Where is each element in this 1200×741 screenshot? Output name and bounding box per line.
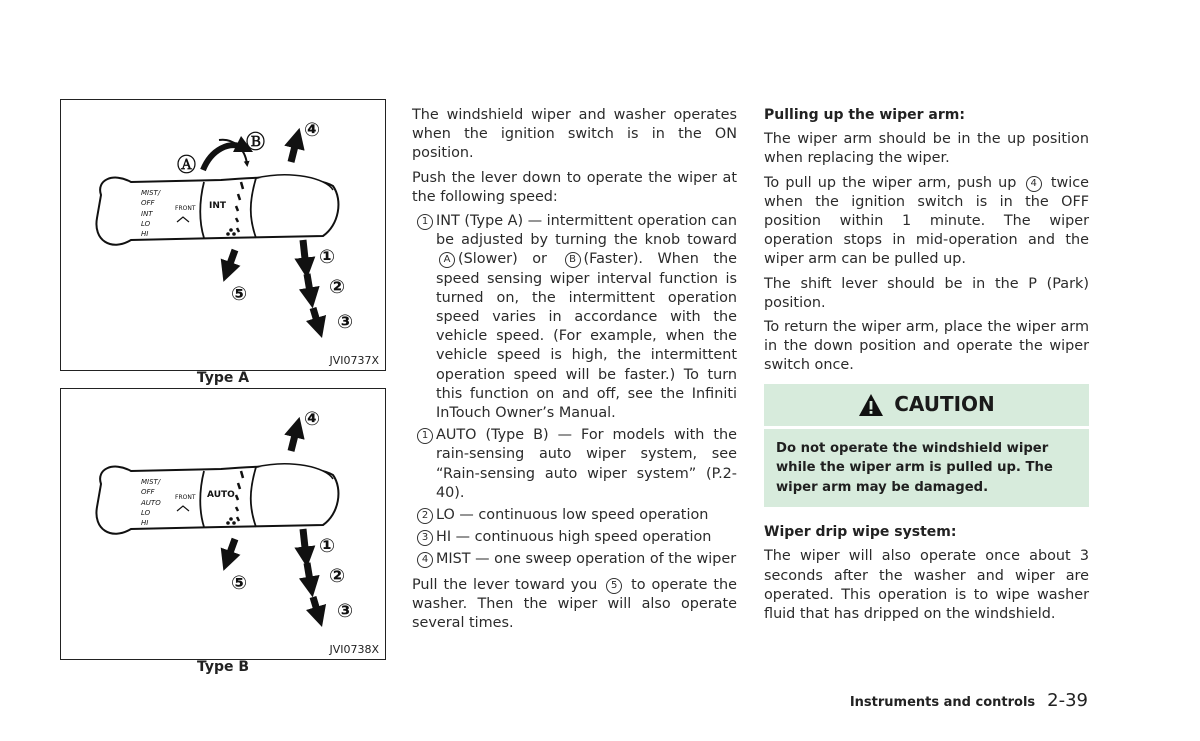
- item-number: 1: [417, 428, 433, 444]
- paragraph: To pull up the wiper arm, push up 4 twice when the ignition switch is in the OFF position within 1 minute. The wiper operation stops in mid-operation and the wiper arm can be pulled up.: [764, 174, 1089, 268]
- arrow-pull-icon: [227, 539, 235, 561]
- page-number: 2-39: [1047, 690, 1088, 711]
- callout-1: ①: [319, 535, 336, 557]
- switch-label-lo: LO: [141, 220, 151, 228]
- arrow-up-icon: [291, 138, 297, 162]
- figure-code: JVI0738X: [329, 643, 379, 656]
- paragraph: The windshield wiper and washer operates when the ignition switch is in the ON position.: [412, 107, 737, 162]
- arrow-down-3-icon: [313, 597, 319, 617]
- paragraph: The wiper arm should be in the up position when replacing the wiper.: [764, 131, 1089, 167]
- callout-b-ref: B: [565, 252, 581, 268]
- figure-caption-a: Type A: [196, 370, 250, 386]
- callout-1: ①: [319, 246, 336, 268]
- figure-code: JVI0737X: [329, 354, 379, 367]
- switch-label-off: OFF: [141, 199, 155, 207]
- section-heading: Wiper drip wipe system:: [764, 524, 957, 541]
- callout-b: Ⓑ: [246, 131, 266, 153]
- front-label: FRONT: [175, 494, 196, 501]
- arrow-down-2-icon: [307, 274, 311, 298]
- list-item: 1 AUTO (Type B) — For models with the rain-sensing auto wiper system, see “Rain-sensing auto wiper system” (P.2-40).: [412, 426, 737, 503]
- footer-section: Instruments and controls: [849, 695, 1036, 710]
- item-number: 1: [417, 214, 433, 230]
- arrow-down-1-icon: [303, 529, 306, 557]
- warning-triangle-icon: [858, 393, 884, 417]
- switch-label-mist: MIST/: [141, 478, 161, 486]
- list-item: 4 MIST — one sweep operation of the wiper: [412, 550, 737, 569]
- list-item: 2 LO — continuous low speed operation: [412, 506, 737, 525]
- paragraph: Pull the lever toward you 5 to operate the washer. Then the wiper will also operate several times.: [412, 576, 737, 632]
- switch-label-off: OFF: [141, 488, 155, 496]
- switch-label-lo: LO: [141, 509, 151, 517]
- callout-a-ref: A: [439, 252, 455, 268]
- item-number: 4: [417, 552, 433, 568]
- wiper-lever-illustration-a: [61, 100, 387, 372]
- callout-5: ⑤: [231, 572, 248, 594]
- item-number: 3: [417, 530, 433, 546]
- switch-label-mode: INT: [141, 210, 153, 218]
- caution-title: CAUTION: [894, 392, 995, 417]
- figure-type-a: [60, 99, 386, 371]
- paragraph: The wiper will also operate once about 3 seconds after the washer and wiper are operated. This operation is to wipe washer fluid that has dripped on the windshield.: [764, 548, 1089, 622]
- middle-column: [412, 106, 737, 638]
- arrow-a-icon: [203, 145, 245, 170]
- paragraph: To return the wiper arm, place the wiper arm in the down position and operate the wiper switch once.: [764, 319, 1089, 374]
- list-item: 1 INT (Type A) — intermittent operation can be adjusted by turning the knob toward A (Slower) or B (Faster). When the speed sensing wiper interval function is turned on, the intermittent operation speed varies in accordance with the vehicle speed. (For example, when the vehicle speed is high, the intermittent operation speed will be faster.) To turn this function on and off, see the Infiniti InTouch Owner’s Manual.: [412, 212, 737, 423]
- callout-4-ref: 4: [1026, 176, 1042, 192]
- callout-4: ④: [304, 408, 321, 430]
- list-item: 3 HI — continuous high speed operation: [412, 528, 737, 547]
- paragraph: The shift lever should be in the P (Park) position.: [764, 275, 1089, 311]
- arrow-down-2-icon: [307, 563, 311, 587]
- switch-label-mist: MIST/: [141, 189, 161, 197]
- page-footer: [850, 690, 1088, 711]
- arrow-down-1-icon: [303, 240, 306, 268]
- section-heading: Pulling up the wiper arm:: [764, 107, 965, 123]
- caution-header: [764, 384, 1089, 429]
- arrow-pull-icon: [227, 250, 235, 272]
- item-number: 2: [417, 508, 433, 524]
- figure-type-b: [60, 388, 386, 660]
- arrow-down-3-icon: [313, 308, 319, 328]
- callout-5: ⑤: [231, 283, 248, 305]
- callout-3: ③: [337, 600, 354, 622]
- switch-label-hi: HI: [141, 230, 149, 238]
- mode-label: AUTO: [207, 490, 235, 500]
- switch-label-mode: AUTO: [141, 499, 161, 507]
- mode-label: INT: [209, 201, 227, 211]
- arrow-up-icon: [291, 427, 297, 451]
- callout-2: ②: [329, 565, 346, 587]
- right-column: [764, 106, 1089, 629]
- caution-box: [764, 384, 1089, 508]
- callout-2: ②: [329, 276, 346, 298]
- callout-4: ④: [304, 119, 321, 141]
- paragraph: Push the lever down to operate the wiper at the following speed:: [412, 169, 737, 205]
- switch-label-hi: HI: [141, 519, 149, 527]
- figure-caption-b: Type B: [196, 659, 250, 675]
- callout-a: Ⓐ: [177, 154, 197, 176]
- wiper-lever-illustration-b: [61, 389, 387, 661]
- front-label: FRONT: [175, 205, 196, 212]
- caution-text: Do not operate the windshield wiper while the wiper arm is pulled up. The wiper arm may be damaged.: [776, 440, 1053, 495]
- callout-5-ref: 5: [606, 578, 622, 594]
- callout-3: ③: [337, 311, 354, 333]
